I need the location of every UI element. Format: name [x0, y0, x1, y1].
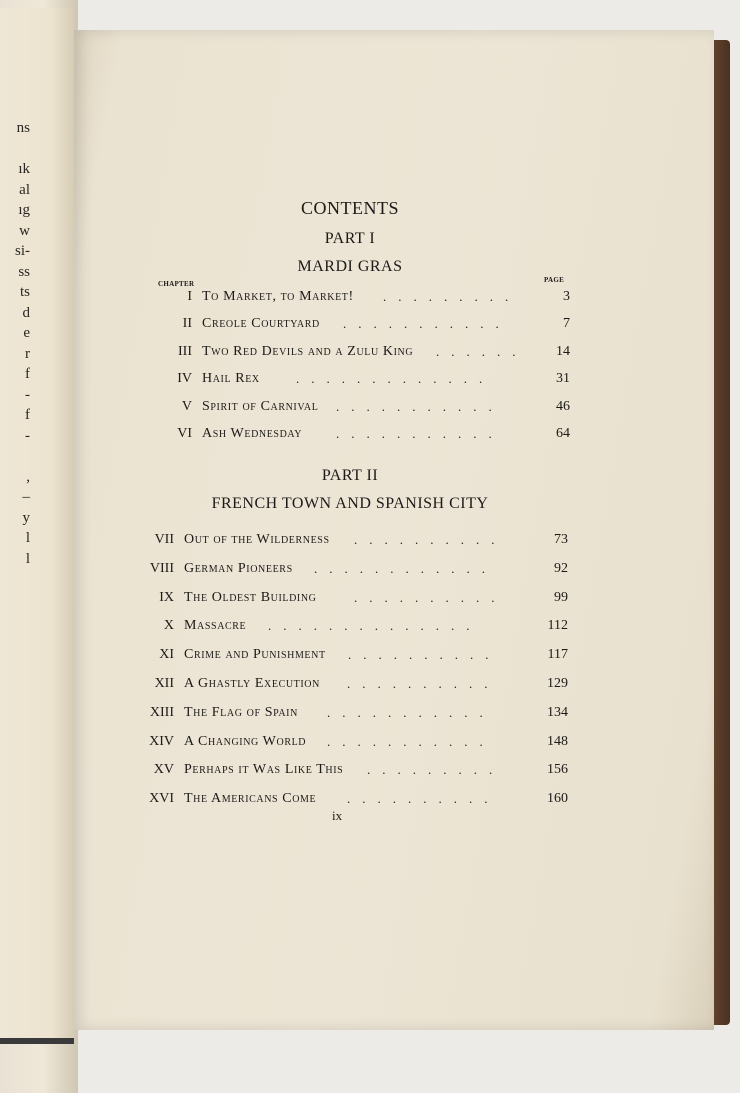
chapter-page-number: 160 — [547, 791, 568, 807]
chapter-number: X — [163, 618, 174, 634]
chapter-page-number: 46 — [556, 398, 570, 414]
toc-chapter-row — [187, 286, 570, 308]
dot-leader: ........... — [327, 733, 495, 749]
left-page-fragment: – — [22, 489, 30, 505]
part-two-label: PART II — [321, 467, 379, 484]
dot-leader: ........... — [327, 704, 495, 720]
chapter-number: IX — [159, 589, 174, 605]
page-column-label: PAGE — [544, 276, 565, 284]
dot-leader: ...... — [436, 343, 528, 359]
chapter-page-number: 99 — [554, 589, 568, 605]
chapter-number: XII — [154, 676, 174, 691]
chapter-title: Ash Wednesday — [202, 426, 303, 441]
contents-heading: CONTENTS — [301, 198, 399, 218]
dot-leader: ........... — [343, 316, 511, 332]
left-page-fragment: ıg — [18, 202, 30, 218]
toc-chapter-row — [153, 759, 568, 781]
chapter-title: Massacre — [184, 618, 247, 634]
toc-chapter-row — [149, 788, 568, 810]
left-page-fragment: w — [19, 222, 30, 239]
chapter-number: III — [178, 343, 192, 359]
chapter-title: The Flag of Spain — [184, 704, 298, 720]
chapter-title: Crime and Punishment — [184, 647, 326, 663]
chapter-page-number: 134 — [547, 704, 568, 720]
left-page-fragment: ık — [18, 161, 30, 177]
chapter-title: Two Red Devils and a Zulu King — [202, 343, 414, 359]
toc-chapter-row — [159, 644, 568, 666]
left-page-fragment: , — [26, 468, 30, 485]
left-page-fragment: d — [22, 304, 30, 321]
left-page-fragment: r — [25, 345, 30, 362]
chapter-number: VII — [154, 532, 174, 547]
left-page-fragment: f — [25, 407, 30, 423]
page-folio: ix — [332, 808, 343, 823]
chapter-page-number: 73 — [554, 532, 568, 547]
chapter-number: XIV — [149, 733, 174, 749]
toc-chapter-row — [159, 587, 568, 609]
left-page-fragment: - — [25, 427, 30, 444]
chapter-page-number: 148 — [547, 733, 568, 749]
toc-chapter-row — [163, 615, 568, 637]
chapter-title: To Market, to Market! — [202, 289, 354, 304]
part-one-title: MARDI GRAS — [297, 258, 403, 275]
toc-chapter-row — [178, 341, 570, 363]
chapter-title: Perhaps it Was Like This — [184, 762, 344, 778]
dot-leader: .......... — [347, 676, 500, 691]
left-page-fragment: al — [19, 181, 30, 198]
left-page — [0, 8, 74, 1044]
left-page-fragment: - — [25, 386, 30, 403]
left-page-fragment: f — [25, 366, 30, 382]
dot-leader: ........... — [336, 426, 504, 441]
left-page-fragment: ns — [16, 120, 30, 136]
dot-leader: .......... — [354, 589, 507, 605]
chapter-number: V — [181, 398, 192, 414]
chapter-page-number: 3 — [563, 289, 570, 304]
chapter-page-number: 31 — [556, 371, 570, 387]
chapter-title: Creole Courtyard — [202, 316, 320, 332]
part-one-label: PART I — [324, 230, 376, 247]
chapter-page-number: 156 — [547, 762, 568, 778]
chapter-page-number: 117 — [547, 647, 568, 663]
chapter-title: A Ghastly Execution — [184, 676, 320, 691]
contents-page — [74, 30, 714, 1030]
dot-leader: .............. — [268, 618, 482, 634]
left-page-fragment: l — [25, 550, 30, 567]
chapter-number: I — [187, 289, 192, 304]
chapter-page-number: 64 — [556, 426, 570, 441]
left-page-fragment — [0, 446, 30, 467]
left-page-fragment — [0, 139, 30, 160]
toc-chapter-row — [149, 702, 568, 724]
chapter-number: II — [182, 316, 192, 332]
chapter-number: XIII — [149, 704, 174, 720]
chapter-title: Hail Rex — [202, 371, 260, 387]
left-page-fragment: y — [22, 509, 30, 526]
dot-leader: .......... — [347, 791, 500, 807]
toc-chapter-row — [181, 396, 570, 418]
toc-chapter-row — [177, 368, 570, 390]
chapter-number: XI — [159, 647, 174, 663]
chapter-number: VI — [177, 426, 192, 441]
left-page-fragment: e — [23, 325, 30, 341]
left-page-fragment: ss — [18, 263, 30, 280]
chapter-title: Out of the Wilderness — [184, 532, 330, 547]
toc-chapter-row — [154, 673, 568, 695]
left-page-fragment: ts — [19, 284, 30, 300]
toc-chapter-row — [149, 731, 568, 753]
dot-leader: ......... — [367, 762, 505, 778]
dot-leader: .......... — [354, 532, 507, 547]
toc-chapter-row — [149, 558, 568, 580]
chapter-number: XVI — [149, 791, 174, 807]
dot-leader: ............ — [314, 560, 497, 576]
toc-chapter-row — [177, 423, 570, 445]
dot-leader: .......... — [348, 647, 501, 663]
chapter-column-label: CHAPTER — [158, 280, 195, 288]
dot-leader: ............. — [296, 371, 495, 387]
chapter-page-number: 14 — [556, 343, 570, 359]
chapter-page-number: 7 — [563, 316, 570, 332]
chapter-number: IV — [177, 371, 192, 387]
part-two-title: FRENCH TOWN AND SPANISH CITY — [211, 495, 489, 512]
chapter-page-number: 129 — [547, 676, 568, 691]
left-page-text-fragments — [0, 118, 30, 569]
toc-chapter-row — [154, 529, 568, 551]
chapter-number: VIII — [149, 560, 174, 576]
left-page-fragment: si- — [15, 243, 30, 259]
dot-leader: ........... — [336, 398, 504, 414]
dot-leader: ......... — [383, 289, 521, 304]
chapter-title: A Changing World — [184, 733, 307, 749]
chapter-title: The Americans Come — [184, 791, 317, 807]
chapter-page-number: 92 — [554, 560, 568, 576]
chapter-page-number: 112 — [547, 618, 568, 634]
toc-chapter-row — [182, 313, 570, 335]
chapter-number: XV — [153, 762, 174, 778]
chapter-title: German Pioneers — [184, 560, 293, 576]
chapter-title: Spirit of Carnival — [202, 398, 319, 414]
chapter-title: The Oldest Building — [184, 589, 317, 605]
left-page-fragment: l — [25, 530, 30, 546]
